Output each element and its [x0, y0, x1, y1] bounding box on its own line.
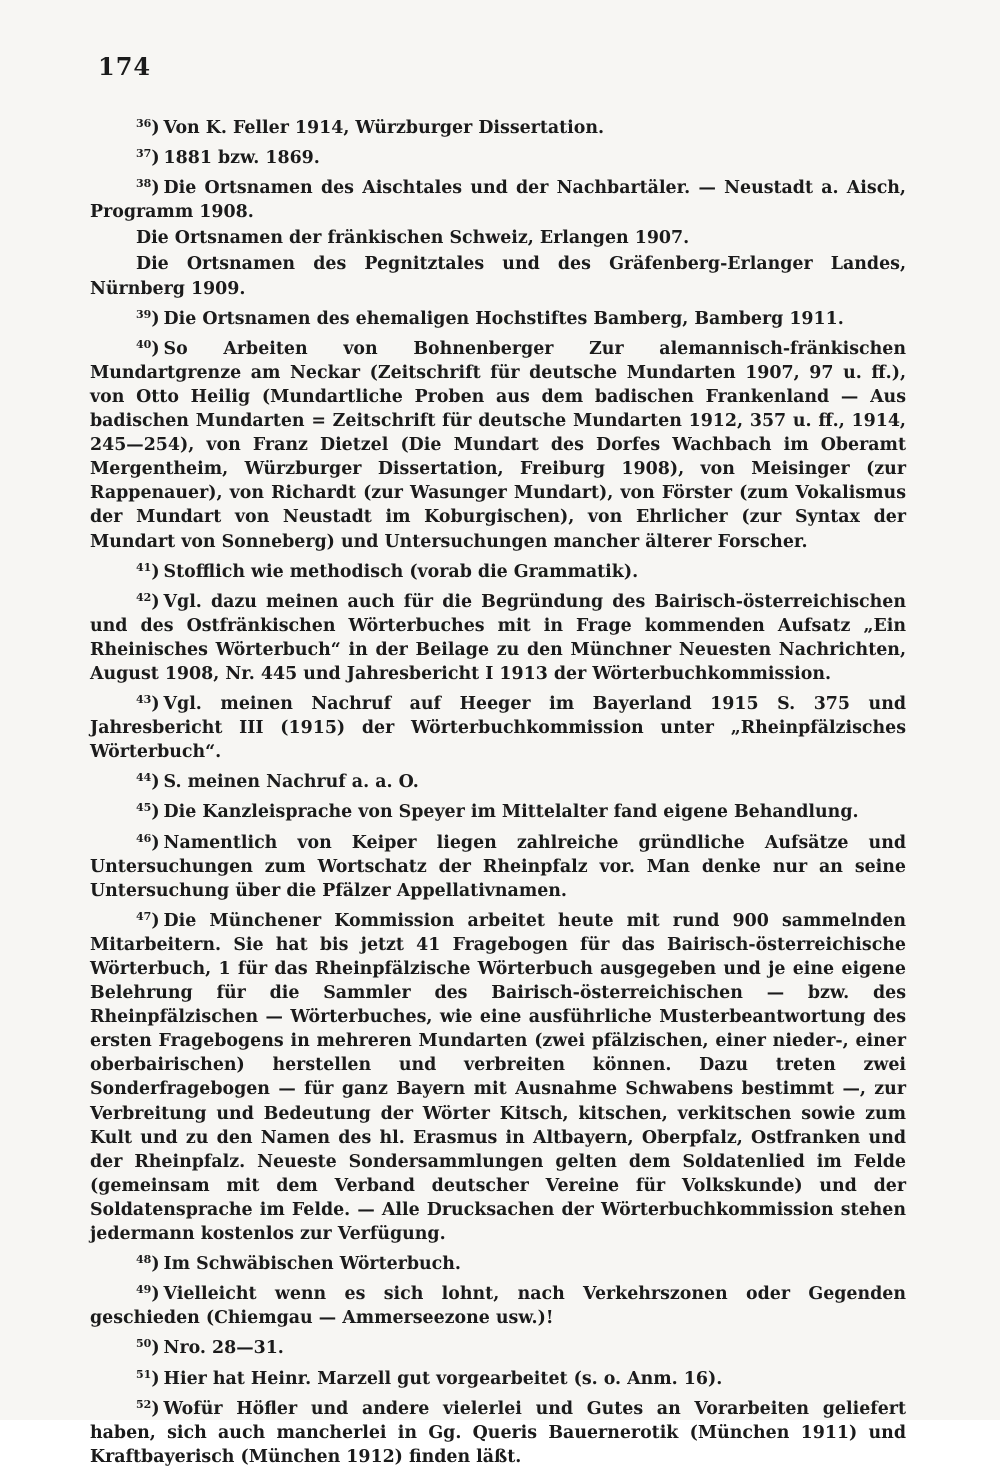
footnote-text: Stofflich wie methodisch (vorab die Grammatik). [163, 561, 639, 582]
footnote-number: 46 [136, 831, 152, 845]
footnote-number: 50 [136, 1337, 152, 1351]
footnote-41: $^{41}$) Stofflich wie methodisch (vorab die Grammatik). [136, 560, 639, 582]
footnote-36: $^{36}$) Von K. Feller 1914, Würzburger Dissertation. [136, 117, 605, 138]
footnote-52: $^{52}$) Wofür Höfler und andere vielerlei und Gutes an Vorarbeiten geliefert haben, sich auch mancherlei in Gg. Queris Bauernerotik (München 1911) und Kraftbayerisch (München 1912) finden läßt. [90, 1397, 906, 1467]
footnote-number: 38 [136, 177, 152, 191]
footnote-38: $^{38}$) Die Ortsnamen des Aischtales und der Nachbartäler. — Neustadt a. Aisch, Programm 1908. [90, 177, 906, 223]
footnote-text: Vgl. dazu meinen auch für die Begründung des Bairisch-österreichischen und des Ostfränkischen Wörterbuches mit in Frage kommenden Aufsatz „Ein Rheinisches Wörterbuch“ in der Beilage zu den Münchner Neuesten Nachrichten, August 1908, Nr. 445 und Jahresbericht I 1913 der Wörterbuchkommission. [90, 591, 906, 684]
footnote-text: Namentlich von Keiper liegen zahlreiche gründliche Aufsätze und Untersuchungen zum Wortschatz der Rheinpfalz vor. Man denke nur an seine Untersuchung über die Pfälzer Appellativnamen. [90, 832, 906, 901]
footnote-50: $^{50}$) Nro. 28—31. [136, 1337, 284, 1359]
footnote-text: 1881 bzw. 1869. [163, 148, 320, 169]
footnote-number: 44 [136, 771, 152, 785]
footnote-number: 37 [136, 147, 152, 161]
footnote-45: $^{45}$) Die Kanzleisprache von Speyer im Mittelalter fand eigene Behandlung. [136, 801, 859, 823]
footnote-text: So Arbeiten von Bohnenberger Zur alemannisch-fränkischen Mundartgrenze am Neckar (Zeitschrift für deutsche Mundarten 1907, 97 u. ff.), von Otto Heilig (Mundartliche Proben aus dem badischen Frankenland — Aus badischen Mundarten = Zeitschrift für deutsche Mundarten 1912, 357 u. ff., 1914, 245—254), von Franz Dietzel (Die Mundart des Dorfes Wachbach im Oberamt Mergentheim, Würzburger Dissertation, Freiburg 1908), von Meisinger (zur Rappenauer), von Richardt (zur Wasunger Mundart), von Förster (zum Vokalismus der Mundart von Neustadt im Koburgischen), von Ehrlicher (zur Syntax der Mundart von Sonneberg) und Untersuchungen mancher älterer Forscher. [90, 338, 906, 552]
footnote-49: $^{49}$) Vielleicht wenn es sich lohnt, nach Verkehrszonen oder Gegenden geschieden (Chiemgau — Ammerseezone usw.)! [90, 1283, 906, 1329]
footnote-text: Von K. Feller 1914, Würzburger Dissertation. [163, 118, 605, 138]
footnote-number: 47 [136, 909, 152, 923]
footnote-text: Die Ortsnamen der fränkischen Schweiz, Erlangen 1907. [136, 228, 690, 249]
footnote-text: Hier hat Heinr. Marzell gut vorgearbeitet (s. o. Anm. 16). [163, 1368, 723, 1389]
footnote-number: 36 [136, 117, 152, 130]
footnote-48: $^{48}$) Im Schwäbischen Wörterbuch. [136, 1253, 461, 1275]
footnote-38-continued-2 [90, 252, 906, 300]
footnote-number: 45 [136, 801, 152, 815]
footnote-number: 40 [136, 337, 152, 351]
footnote-text: Die Ortsnamen des ehemaligen Hochstiftes Bamberg, Bamberg 1911. [163, 308, 844, 329]
footnotes-list [90, 112, 906, 1471]
footnote-text: Wofür Höfler und andere vielerlei und Gutes an Vorarbeiten geliefert haben, sich auch mancherlei in Gg. Queris Bauernerotik (München 1911) und Kraftbayerisch (München 1912) finden läßt. [90, 1398, 906, 1467]
footnote-text: Im Schwäbischen Wörterbuch. [163, 1254, 461, 1275]
footnote-text: Die Ortsnamen des Pegnitztales und des Gräfenberg-Erlanger Landes, Nürnberg 1909. [90, 254, 906, 299]
footnote-number: 48 [136, 1253, 152, 1267]
footnote-number: 51 [136, 1367, 152, 1381]
footnote-text: Die Kanzleisprache von Speyer im Mittelalter fand eigene Behandlung. [163, 802, 859, 823]
footnote-46: $^{46}$) Namentlich von Keiper liegen zahlreiche gründliche Aufsätze und Untersuchungen zum Wortschatz der Rheinpfalz vor. Man denke nur an seine Untersuchung über die Pfälzer Appellativnamen. [90, 831, 906, 901]
footnote-44: $^{44}$) S. meinen Nachruf a. a. O. [136, 771, 419, 793]
footnote-37: $^{37}$) 1881 bzw. 1869. [136, 147, 320, 169]
footnote-47: $^{47}$) Die Münchener Kommission arbeitet heute mit rund 900 sammelnden Mitarbeitern. Sie hat bis jetzt 41 Fragebogen für das Bairisch-österreichische Wörterbuch, 1 für das Rheinpfälzische Wörterbuch ausgegeben und je eine eigene Belehrung für die Sammler des Bairisch-österreichischen — bzw. des Rheinpfälzischen — Wörterbuches, wie eine ausführliche Musterbeantwortung des ersten Fragebogens in mehreren Mundarten (zwei pfälzischen, einer nieder-, einer oberbairischen) herstellen und verbreiten können. Dazu treten zwei Sonderfragebogen — für ganz Bayern mit Ausnahme Schwabens bestimmt —, zur Verbreitung und Bedeutung der Wörter Kitsch, kitschen, verkitschen sowie zum Kult und zu den Namen des hl. Erasmus in Altbayern, Oberpfalz, Ostfranken und der Rheinpfalz. Neueste Sondersammlungen gelten dem Soldatenlied im Felde (gemeinsam mit dem Verband deutscher Vereine für Volkskunde) und der Soldatensprache im Felde. — Alle Drucksachen der Wörterbuchkommission stehen jedermann kostenlos zur Verfügung. [90, 909, 906, 1245]
footnote-text: Die Ortsnamen des Aischtales und der Nachbartäler. — Neustadt a. Aisch, Programm 1908. [90, 178, 906, 223]
footnote-40: $^{40}$) So Arbeiten von Bohnenberger Zur alemannisch-fränkischen Mundartgrenze am Neckar (Zeitschrift für deutsche Mundarten 1907, 97 u. ff.), von Otto Heilig (Mundartliche Proben aus dem badischen Frankenland — Aus badischen Mundarten = Zeitschrift für deutsche Mundarten 1912, 357 u. ff., 1914, 245—254), von Franz Dietzel (Die Mundart des Dorfes Wachbach im Oberamt Mergentheim, Würzburger Dissertation, Freiburg 1908), von Meisinger (zur Rappenauer), von Richardt (zur Wasunger Mundart), von Förster (zum Vokalismus der Mundart von Neustadt im Koburgischen), von Ehrlicher (zur Syntax der Mundart von Sonneberg) und Untersuchungen mancher älterer Forscher. [90, 337, 906, 552]
footnote-text: Vielleicht wenn es sich lohnt, nach Verkehrszonen oder Gegenden geschieden (Chiemgau — Ammerseezone usw.)! [90, 1284, 906, 1329]
footnote-number: 41 [136, 560, 152, 574]
footnote-number: 42 [136, 590, 152, 604]
footnote-number: 39 [136, 307, 152, 321]
footnote-42: $^{42}$) Vgl. dazu meinen auch für die Begründung des Bairisch-österreichischen und des Ostfränkischen Wörterbuches mit in Frage kommenden Aufsatz „Ein Rheinisches Wörterbuch“ in der Beilage zu den Münchner Neuesten Nachrichten, August 1908, Nr. 445 und Jahresbericht I 1913 der Wörterbuchkommission. [90, 590, 906, 684]
footnote-51: $^{51}$) Hier hat Heinr. Marzell gut vorgearbeitet (s. o. Anm. 16). [136, 1367, 723, 1389]
footnote-text: Die Münchener Kommission arbeitet heute mit rund 900 sammelnden Mitarbeitern. Sie hat bis jetzt 41 Fragebogen für das Bairisch-österreichische Wörterbuch, 1 für das Rheinpfälzische Wörterbuch ausgegeben und je eine eigene Belehrung für die Sammler des Bairisch-österreichischen — bzw. des Rheinpfälzischen — Wörterbuches, wie eine ausführliche Musterbeantwortung des ersten Fragebogens in mehreren Mundarten (zwei pfälzischen, einer nieder-, einer oberbairischen) herstellen und verbreiten können. Dazu treten zwei Sonderfragebogen — für ganz Bayern mit Ausnahme Schwabens bestimmt —, zur Verbreitung und Bedeutung der Wörter Kitsch, kitschen, verkitschen sowie zum Kult und zu den Namen des hl. Erasmus in Altbayern, Oberpfalz, Ostfranken und der Rheinpfalz. Neueste Sondersammlungen gelten dem Soldatenlied im Felde (gemeinsam mit dem Verband deutscher Vereine für Volkskunde) und der Soldatensprache im Felde. — Alle Drucksachen der Wörterbuchkommission stehen jedermann kostenlos zur Verfügung. [90, 910, 906, 1245]
footnote-text: Vgl. meinen Nachruf auf Heeger im Bayerland 1915 S. 375 und Jahresbericht III (1915) der Wörterbuchkommission unter „Rheinpfälzisches Wörterbuch“. [90, 694, 906, 763]
page-number: 174 [98, 52, 152, 81]
footnote-43: $^{43}$) Vgl. meinen Nachruf auf Heeger im Bayerland 1915 S. 375 und Jahresbericht III (1915) der Wörterbuchkommission unter „Rheinpfälzisches Wörterbuch“. [90, 693, 906, 763]
footnote-38-continued-1 [90, 226, 906, 250]
footnote-text: S. meinen Nachruf a. a. O. [163, 772, 419, 793]
footnote-number: 49 [136, 1283, 152, 1297]
footnote-number: 52 [136, 1397, 152, 1411]
footnote-39: $^{39}$) Die Ortsnamen des ehemaligen Hochstiftes Bamberg, Bamberg 1911. [136, 307, 844, 329]
footnote-text: Nro. 28—31. [163, 1338, 284, 1359]
footnote-number: 43 [136, 693, 152, 707]
